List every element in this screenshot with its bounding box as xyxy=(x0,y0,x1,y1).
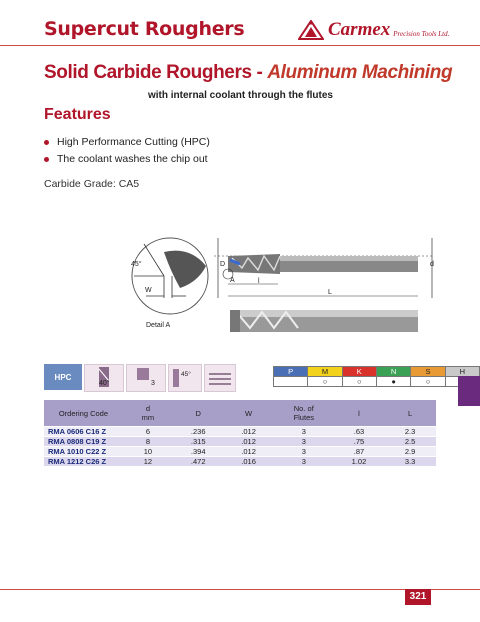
logo-name: Carmex xyxy=(328,19,391,40)
cell: 3 xyxy=(274,437,334,447)
title-highlight: Aluminum Machining xyxy=(267,62,453,83)
table-row xyxy=(44,427,436,437)
cell-code: RMA 0606 C16 Z xyxy=(44,427,123,437)
material-table xyxy=(273,366,480,387)
table-row xyxy=(44,437,436,447)
title-main: Solid Carbide Roughers - xyxy=(44,62,263,83)
cell: .012 xyxy=(223,437,273,447)
a-label: A xyxy=(230,277,235,284)
detail-label: Detail A xyxy=(146,322,171,329)
cell: .016 xyxy=(223,457,273,467)
feature-text: High Performance Cutting (HPC) xyxy=(57,136,210,148)
mark-p xyxy=(274,377,308,387)
page-title xyxy=(44,62,452,84)
section-tab xyxy=(458,376,480,406)
material-m: M xyxy=(308,367,342,377)
helix-angle-icon xyxy=(84,364,124,392)
cell: 2.3 xyxy=(384,427,436,437)
bullet-icon xyxy=(44,140,49,145)
cell: 2.9 xyxy=(384,447,436,457)
bullet-icon xyxy=(44,157,49,162)
cell-code: RMA 1212 C26 Z xyxy=(44,457,123,467)
cell: .394 xyxy=(173,447,223,457)
col-d: D xyxy=(173,400,223,427)
chamfer-angle-icon xyxy=(169,365,201,391)
carmex-emblem-icon xyxy=(298,20,324,40)
cell: 3 xyxy=(274,447,334,457)
angle-label: 45° xyxy=(131,261,142,268)
flute-count-icon xyxy=(127,365,165,391)
cell: .012 xyxy=(223,427,273,437)
cell: .236 xyxy=(173,427,223,437)
material-header-row xyxy=(274,367,480,377)
flutes-value: 3 xyxy=(151,380,155,387)
col-w: W xyxy=(223,400,273,427)
material-k: K xyxy=(342,367,376,377)
col-d-mm: d mm xyxy=(123,400,173,427)
cell: 3 xyxy=(274,457,334,467)
carmex-logo xyxy=(298,19,449,41)
col-flutes: No. of Flutes xyxy=(274,400,334,427)
cell: 8 xyxy=(123,437,173,447)
mark-m: ○ xyxy=(308,377,342,387)
material-p: P xyxy=(274,367,308,377)
cell: 3.3 xyxy=(384,457,436,467)
feature-text: The coolant washes the chip out xyxy=(57,153,208,165)
cell-code: RMA 1010 C22 Z xyxy=(44,447,123,457)
mark-n: ● xyxy=(376,377,410,387)
logo-subtitle: Precision Tools Ltd. xyxy=(393,29,450,38)
carbide-grade: Carbide Grade: CA5 xyxy=(44,178,140,190)
cell: 3 xyxy=(274,427,334,437)
cell: 12 xyxy=(123,457,173,467)
table-row xyxy=(44,447,436,457)
mark-k: ○ xyxy=(342,377,376,387)
page-number: 321 xyxy=(405,589,431,605)
spec-header-row xyxy=(44,400,436,427)
material-n: N xyxy=(376,367,410,377)
shank-diameter-label: d xyxy=(430,261,434,268)
cell: .315 xyxy=(173,437,223,447)
coolant-channel-icon xyxy=(205,365,235,391)
cell: .472 xyxy=(173,457,223,467)
flutes-icon xyxy=(126,364,166,392)
cell: 6 xyxy=(123,427,173,437)
cell: .87 xyxy=(334,447,384,457)
mark-s: ○ xyxy=(411,377,445,387)
table-row xyxy=(44,457,436,467)
col-ordering-code: Ordering Code xyxy=(44,400,123,427)
cell: 2.5 xyxy=(384,437,436,447)
section-title: Supercut Roughers xyxy=(44,18,245,40)
chamfer-icon xyxy=(168,364,202,392)
cell: .63 xyxy=(334,427,384,437)
feature-item xyxy=(44,153,208,165)
col-l-big: L xyxy=(384,400,436,427)
chamfer-value: 45° xyxy=(181,371,191,378)
feature-item xyxy=(44,136,210,148)
overall-length-label: L xyxy=(328,289,332,296)
material-mark-row xyxy=(274,377,480,387)
cell: .012 xyxy=(223,447,273,457)
cell-code: RMA 0808 C19 Z xyxy=(44,437,123,447)
coolant-icon xyxy=(204,364,236,392)
page-subtitle: with internal coolant through the flutes xyxy=(148,90,333,101)
hpc-icon: HPC xyxy=(44,364,82,390)
header-divider xyxy=(0,45,480,46)
helix-icon xyxy=(85,365,123,391)
col-l-small: l xyxy=(334,400,384,427)
material-s: S xyxy=(411,367,445,377)
helix-angle-value: 40° xyxy=(99,380,110,387)
cell: 10 xyxy=(123,447,173,457)
feature-icons xyxy=(44,364,236,390)
w-label: W xyxy=(145,287,152,294)
features-heading: Features xyxy=(44,106,111,123)
cell: .75 xyxy=(334,437,384,447)
cell: 1.02 xyxy=(334,457,384,467)
flute-length-label: l xyxy=(258,278,260,285)
d-diameter-label: D xyxy=(220,261,226,268)
material-h: H xyxy=(445,367,479,377)
spec-table xyxy=(44,400,436,467)
